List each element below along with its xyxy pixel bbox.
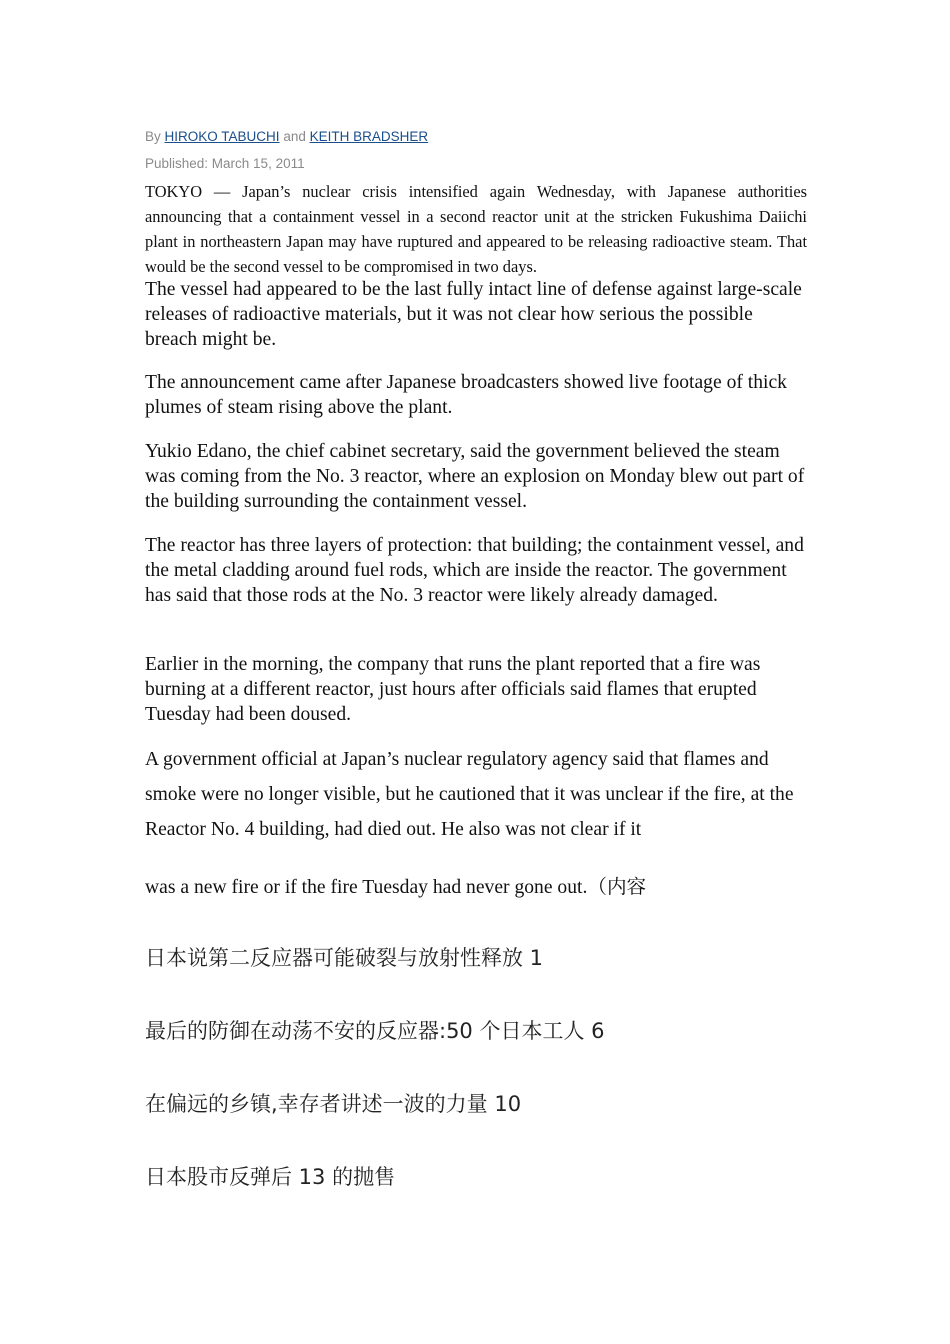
paragraph-7: was a new fire or if the fire Tuesday had never gone out.（内容 xyxy=(145,877,647,898)
author-link-hiroko-tabuchi[interactable]: HIROKO TABUCHI xyxy=(164,129,280,144)
byline-prefix: By xyxy=(145,129,161,144)
author-link-keith-bradsher[interactable]: KEITH BRADSHER xyxy=(309,129,429,144)
related-headline: 最后的防御在动荡不安的反应器:50 个日本工人 6 xyxy=(145,1019,605,1043)
published-date: Published: March 15, 2011 xyxy=(145,156,305,171)
paragraph-2: The announcement came after Japanese broadcasters showed live footage of thick plumes of steam rising above the plant. xyxy=(145,372,787,418)
byline xyxy=(145,129,428,144)
paragraph-5: Earlier in the morning, the company that runs the plant reported that a fire was burning at a different reactor, just hours after officials said flames that erupted Tuesday had been doused. xyxy=(145,654,761,725)
related-headline: 在偏远的乡镇,幸存者讲述一波的力量 10 xyxy=(145,1092,522,1116)
paragraph-1: The vessel had appeared to be the last fully intact line of defense against large-scale releases of radioactive materials, but it was not clear how serious the possible breach might be. xyxy=(145,279,802,350)
related-headline: 日本股市反弹后 13 的抛售 xyxy=(145,1165,396,1189)
byline-conjunction: and xyxy=(283,129,306,144)
related-headline: 日本说第二反应器可能破裂与放射性释放 1 xyxy=(145,946,544,970)
paragraph-4: The reactor has three layers of protection: that building; the containment vessel, and the metal cladding around fuel rods, which are inside the reactor. The government has said that those rods at the No. 3 reactor were likely already damaged. xyxy=(145,535,804,606)
lead-paragraph: TOKYO — Japan’s nuclear crisis intensified again Wednesday, with Japanese authorities announcing that a containment vessel in a second reactor unit at the stricken Fukushima Daiichi plant in northeastern Japan may have ruptured and appeared to be releasing radioactive steam. That would be the second vessel to be compromised in two days. xyxy=(145,182,807,276)
paragraph-6: A government official at Japan’s nuclear regulatory agency said that flames and smoke were no longer visible, but he cautioned that it was unclear if the fire, at the Reactor No. 4 building, had died out. He also was not clear if it xyxy=(145,749,794,840)
paragraph-3: Yukio Edano, the chief cabinet secretary, said the government believed the steam was coming from the No. 3 reactor, where an explosion on Monday blew out part of the building surrounding the containment vessel. xyxy=(145,441,805,512)
